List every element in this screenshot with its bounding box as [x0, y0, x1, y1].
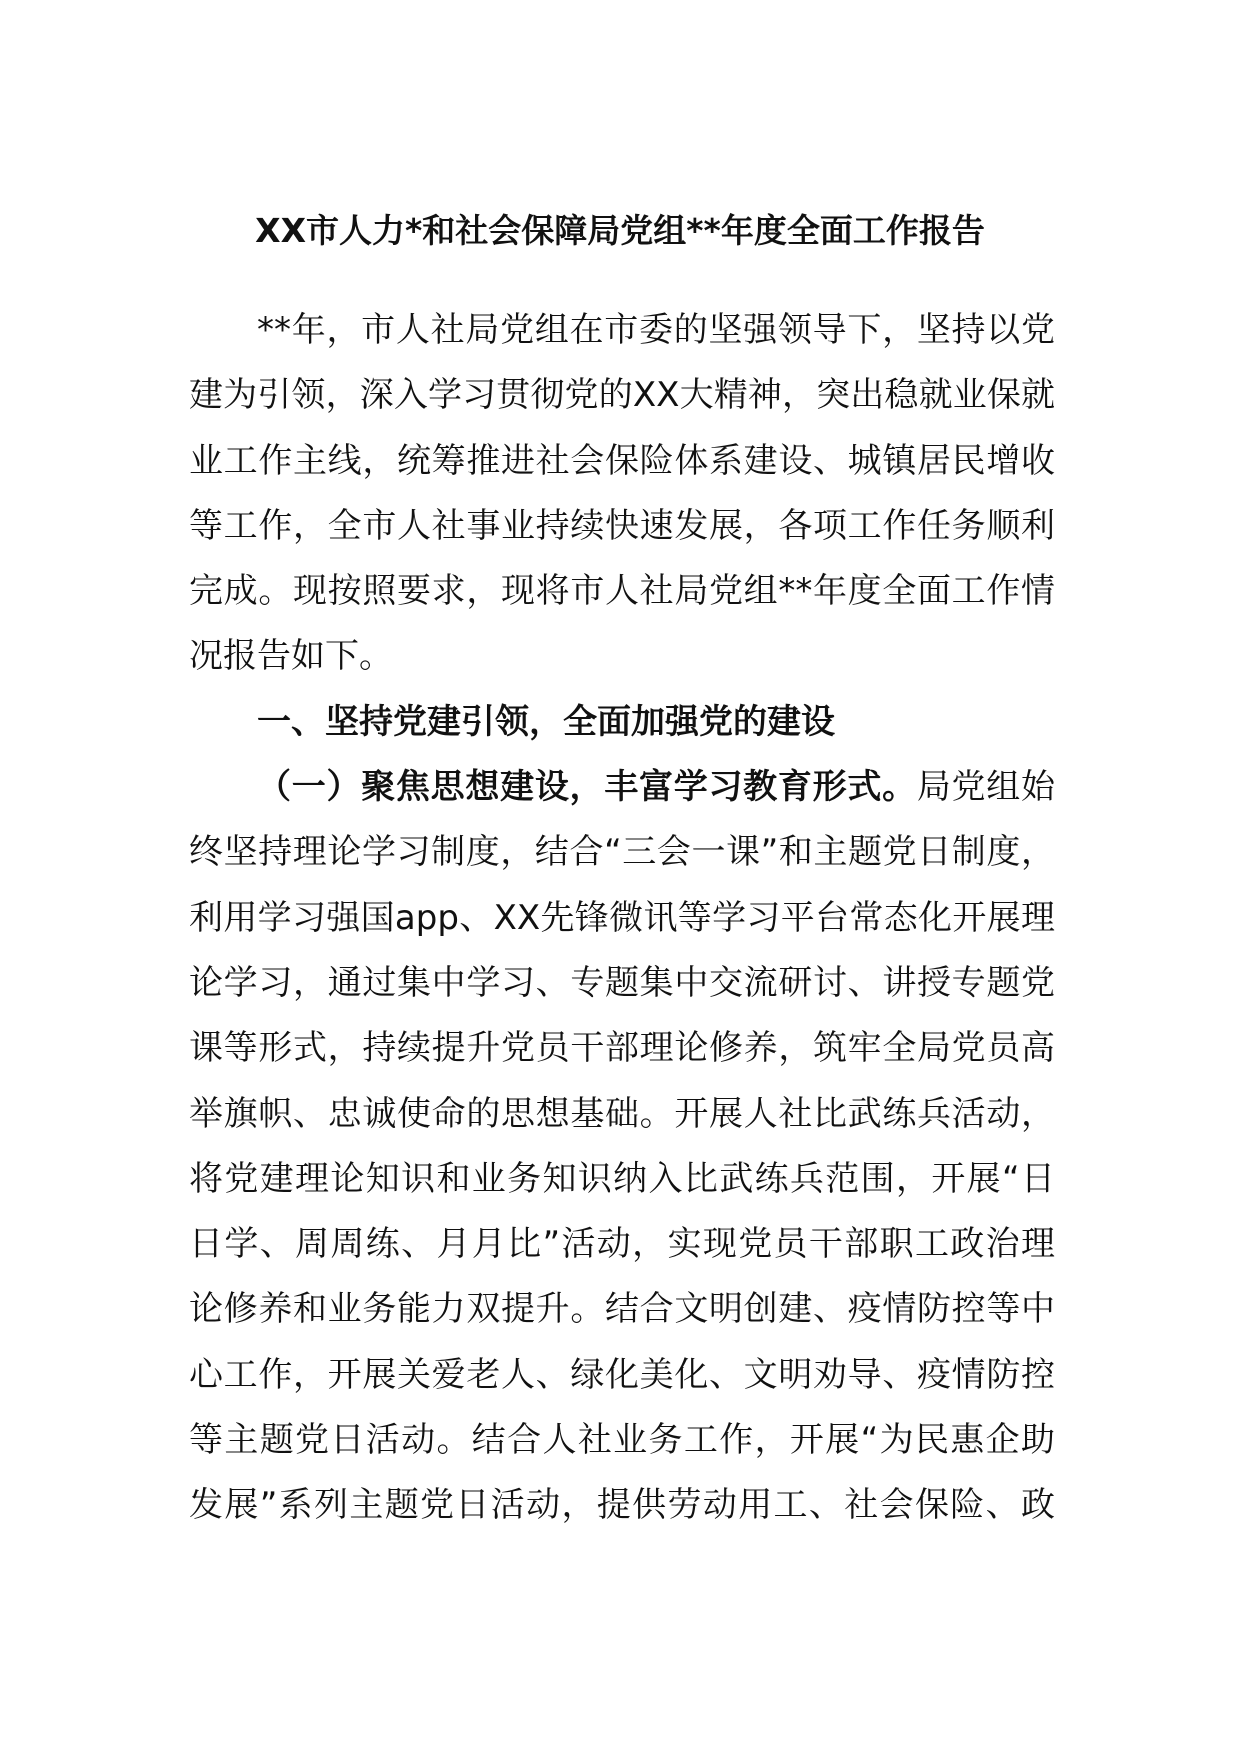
paragraph-line: 完成。现按照要求，现将市人社局党组**年度全面工作情: [189, 571, 1055, 612]
paragraph-text: 局党组始: [916, 767, 1056, 808]
paragraph-line: **年，市人社局党组在市委的坚强领导下，坚持以党: [257, 310, 1055, 350]
document-title: XX市人力*和社会保障局党组**年度全面工作报告: [255, 211, 985, 250]
document-body: [189, 298, 1055, 1539]
paragraph-line: 建为引领，深入学习贯彻党的XX大精神，突出稳就业保就: [189, 375, 1055, 416]
paragraph-line: 心工作，开展关爱老人、绿化美化、文明劝导、疫情防控: [189, 1354, 1055, 1395]
paragraph-line: 况报告如下。: [189, 636, 393, 677]
paragraph-line: 将党建理论知识和业务知识纳入比武练兵范围，开展“日: [189, 1158, 1055, 1199]
section-heading: 一、坚持党建引领，全面加强党的建设: [257, 701, 835, 742]
paragraph-line: 论学习，通过集中学习、专题集中交流研讨、讲授专题党: [189, 962, 1055, 1003]
subsection-heading: （一）聚焦思想建设，丰富学习教育形式。: [257, 767, 917, 808]
paragraph-line: 利用学习强国app、XX先锋微讯等学习平台常态化开展理: [189, 897, 1055, 938]
paragraph-line: 业工作主线，统筹推进社会保险体系建设、城镇居民增收: [189, 440, 1055, 481]
paragraph-line: 终坚持理论学习制度，结合“三会一课”和主题党日制度，: [189, 832, 1055, 873]
paragraph-line: 发展”系列主题党日活动，提供劳动用工、社会保险、政: [189, 1485, 1055, 1526]
paragraph-line: 举旗帜、忠诚使命的思想基础。开展人社比武练兵活动，: [189, 1093, 1055, 1134]
paragraph-line: 日学、周周练、月月比”活动，实现党员干部职工政治理: [189, 1224, 1055, 1265]
subsection-line: [189, 755, 1055, 820]
paragraph-line: 课等形式，持续提升党员干部理论修养，筑牢全局党员高: [189, 1028, 1055, 1069]
paragraph-line: 论修养和业务能力双提升。结合文明创建、疫情防控等中: [189, 1289, 1055, 1330]
paragraph-line: 等工作，全市人社事业持续快速发展，各项工作任务顺利: [189, 505, 1055, 546]
paragraph-line: 等主题党日活动。结合人社业务工作，开展“为民惠企助: [189, 1420, 1055, 1461]
